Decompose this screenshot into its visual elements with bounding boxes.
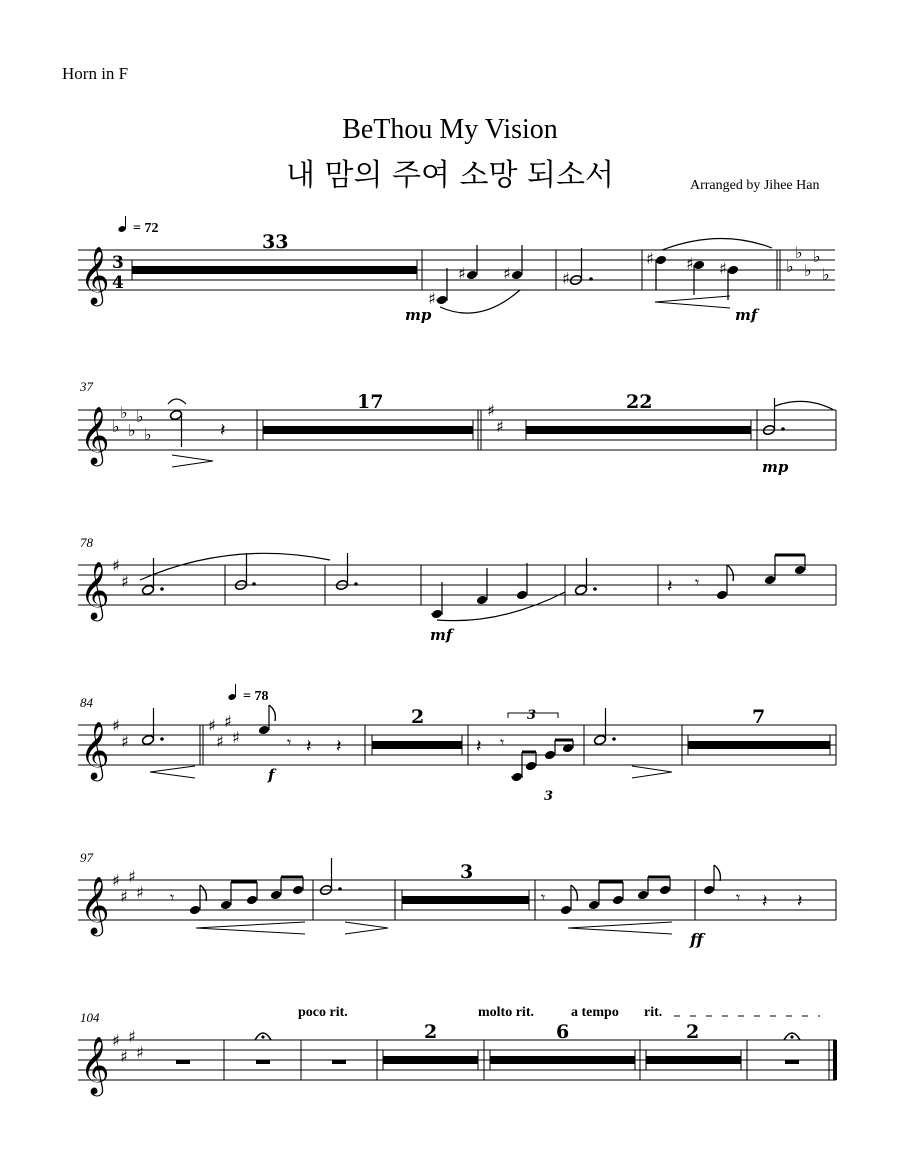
svg-text:𝄞: 𝄞 [80,406,110,464]
svg-text:mf: mf [430,626,453,644]
svg-text:𝄽: 𝄽 [762,891,768,912]
svg-text:3: 3 [544,789,554,804]
crescendo-hairpin [655,296,730,308]
svg-text:♯: ♯ [487,401,495,420]
svg-text:♭: ♭ [128,421,136,440]
expression-poco-rit: poco rit. [298,1005,348,1020]
treble-clef: 𝄞 [80,246,110,304]
svg-text:♭: ♭ [120,403,128,422]
svg-text:𝄾: 𝄾 [541,888,546,907]
svg-text:♯: ♯ [136,1043,144,1062]
svg-text:♯: ♯ [128,1027,136,1046]
tempo-mark-1 [117,216,158,236]
svg-text:♯: ♯ [112,556,120,575]
measure-number: 37 [80,379,93,394]
svg-text:♯: ♯ [121,732,129,751]
instrument-name: Horn in F [62,64,129,83]
svg-text:84: 84 [80,695,93,710]
expression-a-tempo: a tempo [571,1005,619,1020]
svg-text:𝄞: 𝄞 [80,1036,110,1094]
svg-text:♯: ♯ [719,259,727,278]
svg-text:♭: ♭ [786,257,794,276]
svg-text:♭: ♭ [144,425,152,444]
svg-text:𝄾: 𝄾 [287,733,292,752]
system-1 [78,216,835,324]
svg-text:♯: ♯ [503,264,511,283]
system-3 [78,535,836,644]
dynamic-mf: mf [735,306,758,324]
svg-text:2: 2 [424,1021,438,1043]
svg-text:mp: mp [762,458,789,476]
svg-text:♯: ♯ [121,572,129,591]
svg-text:♯: ♯ [112,871,120,890]
svg-text:♯: ♯ [112,716,120,735]
svg-text:♭: ♭ [112,417,120,436]
multirest-count: 17 [357,391,384,413]
dynamic-mp: mp [405,306,432,324]
svg-text:♯: ♯ [136,883,144,902]
svg-text:𝄞: 𝄞 [80,721,110,779]
svg-text:𝄾: 𝄾 [170,888,175,907]
svg-text:♯: ♯ [112,1031,120,1050]
svg-text:♯: ♯ [458,264,466,283]
expression-molto-rit: molto rit. [478,1005,534,1020]
svg-text:𝄽: 𝄽 [667,576,673,597]
svg-text:♯: ♯ [208,716,216,735]
svg-text:7: 7 [752,706,766,728]
svg-text:♭: ♭ [813,247,821,266]
svg-text:𝄽: 𝄽 [336,736,342,757]
piece-title: BeThou My Vision [342,114,558,145]
svg-text:𝄾: 𝄾 [500,733,505,752]
svg-text:104: 104 [80,1010,100,1025]
system-5 [78,850,836,949]
svg-text:= 78: = 78 [243,689,269,704]
multirest-bar [132,266,417,274]
svg-text:3: 3 [527,708,537,723]
svg-text:♯: ♯ [120,1047,128,1066]
svg-text:♭: ♭ [822,265,830,284]
svg-text:♯: ♯ [224,712,232,731]
svg-text:♯: ♯ [646,249,654,268]
svg-text:𝄽: 𝄽 [797,891,803,912]
system-2 [78,379,836,476]
svg-text:𝄽: 𝄽 [220,420,226,441]
system-4 [78,684,836,804]
svg-text:♯: ♯ [232,728,240,747]
svg-text:𝄽: 𝄽 [476,736,482,757]
svg-text:♯: ♯ [216,732,224,751]
arranger-credit: Arranged by Jihee Han [690,178,820,193]
svg-text:♭: ♭ [804,261,812,280]
svg-text:𝄞: 𝄞 [80,876,110,934]
svg-text:97: 97 [80,850,93,865]
svg-text:♯: ♯ [120,887,128,906]
svg-text:𝄾: 𝄾 [695,573,700,592]
expression-rit: rit. [644,1005,663,1020]
svg-text:♯: ♯ [428,289,436,308]
multirest-count: 33 [262,231,289,253]
key-signature-flats [786,243,830,284]
svg-text:𝄾: 𝄾 [736,888,741,907]
svg-text:3: 3 [460,861,474,883]
svg-text:♭: ♭ [136,407,144,426]
tempo-mark-2 [227,684,268,704]
multirest-count: 22 [626,391,653,413]
svg-text:6: 6 [556,1021,570,1043]
piece-subtitle: 내 맘의 주여 소망 되소서 [286,158,614,193]
svg-text:♯: ♯ [686,254,694,273]
svg-text:♯: ♯ [128,867,136,886]
svg-text:𝄽: 𝄽 [306,736,312,757]
svg-text:78: 78 [80,535,93,550]
system-6 [78,1005,837,1097]
svg-text:♯: ♯ [562,269,570,288]
svg-text:2: 2 [686,1021,700,1043]
svg-text:= 72: = 72 [133,221,159,236]
time-signature-denominator: 4 [112,273,124,293]
svg-text:2: 2 [411,706,425,728]
svg-text:♯: ♯ [496,417,504,436]
svg-text:𝄞: 𝄞 [80,561,110,619]
time-signature-numerator: 3 [112,253,124,273]
svg-text:f: f [268,766,275,784]
svg-text:♭: ♭ [795,243,803,262]
svg-text:ff: ff [690,930,704,949]
